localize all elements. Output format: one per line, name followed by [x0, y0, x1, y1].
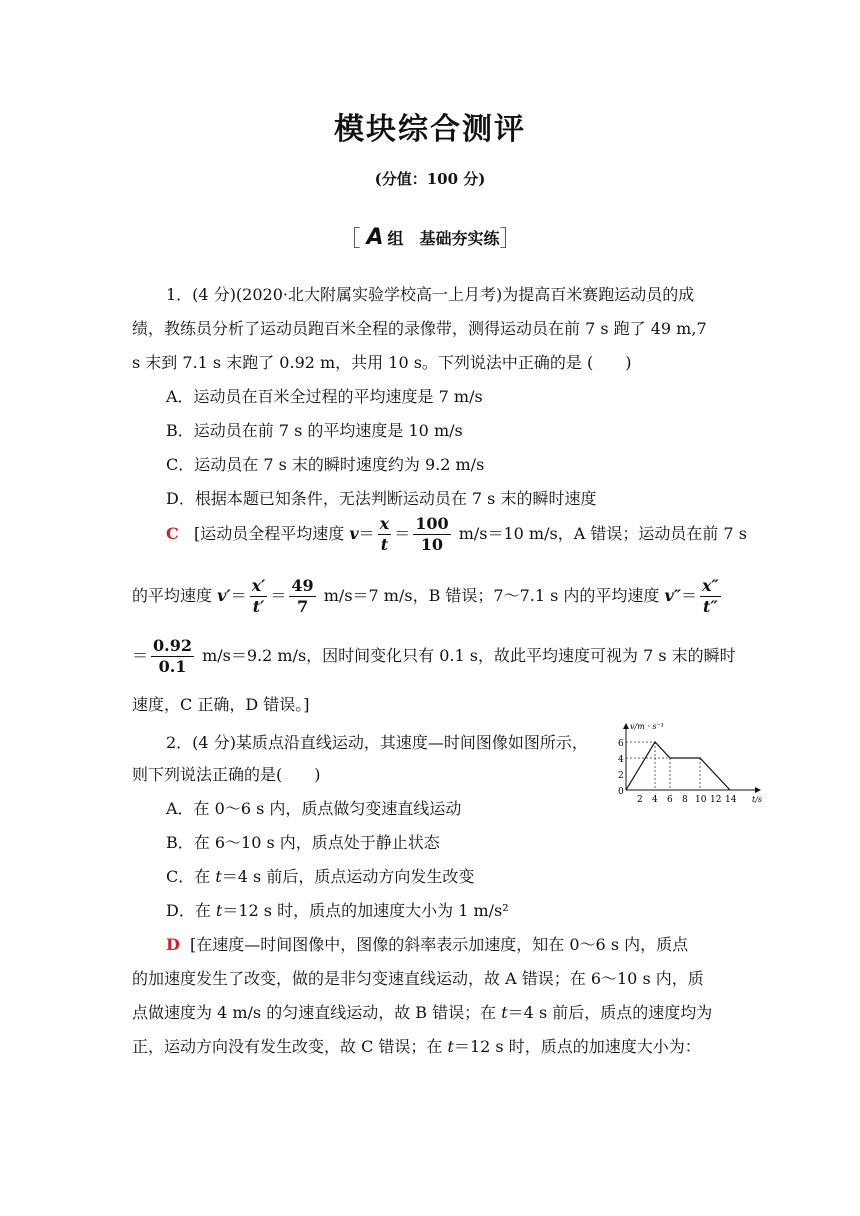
option-text: C．在: [166, 867, 216, 886]
q1-stem-line-2: 绩，教练员分析了运动员跑百米全程的录像带，测得运动员在前 7 s 跑了 49 m,7: [132, 319, 707, 338]
exp-text: 正，运动方向没有发生改变，故 C 错误；在: [132, 1037, 448, 1056]
section-heading: [0, 222, 860, 253]
q1-stem-line-3: s 末到 7.1 s 末跑了 0.92 m，共用 10 s。下列说法中正确的是 ( ): [132, 353, 632, 372]
q2-stem-line-2: 则下列说法正确的是( ): [132, 765, 321, 784]
velocity-symbol: v′: [217, 586, 231, 605]
q1-explanation-line-4: 速度，C 正确，D 错误。]: [132, 695, 310, 714]
option-text: D．在: [166, 901, 216, 920]
exp-text: ＝12 s 时，质点的加速度大小为：: [453, 1037, 701, 1056]
x-tick-label: 12: [710, 795, 722, 805]
origin-label: 0: [618, 787, 624, 797]
y-tick-label: 6: [618, 739, 624, 749]
exp-text: m/s＝10 m/s，A 错误；运动员在前 7 s: [453, 524, 747, 543]
q2-option-c: [166, 864, 474, 887]
fraction-num: 100: [415, 514, 449, 533]
velocity-symbol: v″: [664, 586, 681, 605]
page-title: 模块综合测评: [334, 112, 526, 147]
fraction: [700, 576, 721, 617]
x-tick-label: 14: [725, 795, 737, 805]
q2-stem-line-1: 2．(4 分)某质点沿直线运动，其速度—时间图像如图所示，: [166, 733, 588, 752]
fraction: [250, 576, 268, 617]
q2-explanation-line-3: [132, 1000, 712, 1023]
fraction-den: t′: [252, 597, 265, 616]
x-tick-label: 2: [637, 795, 643, 805]
fraction: [151, 636, 194, 677]
fraction-num: x: [379, 514, 390, 533]
section-label: 组 基础夯实练: [387, 229, 500, 248]
velocity-time-graph: [610, 720, 770, 810]
exp-text: m/s＝7 m/s，B 错误；7～7.1 s 内的平均速度: [318, 586, 665, 605]
q1-option-b: B．运动员在前 7 s 的平均速度是 10 m/s: [166, 421, 463, 440]
q2-answer: D: [166, 935, 180, 954]
fraction-den: t: [380, 535, 389, 554]
fraction: [378, 514, 392, 555]
equals-sign: ＝: [132, 646, 149, 665]
x-axis-label: t/s: [752, 795, 763, 804]
fraction-num: 49: [291, 576, 314, 595]
x-tick-label: 8: [682, 795, 688, 805]
q2-option-b: B．在 6～10 s 内，质点处于静止状态: [166, 833, 440, 852]
q1-answer: C: [166, 524, 179, 543]
q2-explanation-line-1: [166, 932, 688, 955]
equals-sign: ＝: [680, 586, 697, 605]
bracket-open: ［: [338, 227, 361, 252]
q2-option-d: [166, 898, 509, 921]
time-variable: t: [447, 1037, 454, 1056]
fraction-den: 10: [420, 535, 444, 554]
fraction-num: x″: [701, 576, 719, 595]
q2-option-a: A．在 0～6 s 内，质点做匀变速直线运动: [166, 799, 462, 818]
q1-option-c: C．运动员在 7 s 末的瞬时速度约为 9.2 m/s: [166, 455, 485, 474]
group-letter: A: [366, 225, 384, 250]
equals-sign: ＝: [270, 586, 287, 605]
q1-option-d: D．根据本题已知条件，无法判断运动员在 7 s 末的瞬时速度: [166, 489, 597, 508]
fraction: [413, 514, 450, 555]
exp-text: [运动员全程平均速度: [194, 524, 350, 543]
equals-sign: ＝: [358, 524, 375, 543]
velocity-curve: [626, 742, 730, 790]
y-axis-label: v/m · s⁻¹: [630, 722, 664, 731]
q2-explanation-line-4: [132, 1034, 701, 1057]
exp-text: m/s＝9.2 m/s，因时间变化只有 0.1 s，故此平均速度可视为 7 s 末的瞬时: [196, 646, 736, 665]
exp-text: 点做速度为 4 m/s 的匀速直线运动，故 B 错误；在: [132, 1003, 502, 1022]
exp-text: [在速度—时间图像中，图像的斜率表示加速度，知在 0～6 s 内，质点: [190, 935, 689, 954]
fraction-num: 0.92: [153, 636, 192, 655]
score-subtitle: (分值：100 分): [374, 170, 486, 188]
fraction-num: x′: [251, 576, 266, 595]
fraction: [289, 576, 315, 617]
x-tick-label: 6: [667, 795, 673, 805]
time-variable: t: [215, 867, 222, 886]
x-tick-label: 10: [695, 795, 707, 805]
q2-explanation-line-2: 的加速度发生了改变，做的是非匀变速直线运动，故 A 错误；在 6～10 s 内，质: [132, 969, 704, 988]
q1-option-a: A．运动员在百米全过程的平均速度是 7 m/s: [166, 387, 483, 406]
x-tick-label: 4: [652, 795, 658, 805]
option-text: ＝4 s 前后，质点运动方向发生改变: [221, 867, 475, 886]
equals-sign: ＝: [230, 586, 247, 605]
q1-stem-line-1: 1．(4 分)(2020·北大附属实验学校高一上月考)为提高百米赛跑运动员的成: [166, 285, 695, 304]
equals-sign: ＝: [394, 524, 411, 543]
velocity-symbol: v: [349, 524, 359, 543]
fraction-den: 0.1: [158, 657, 187, 676]
fraction-den: 7: [296, 597, 309, 616]
exp-text: ＝4 s 前后，质点的速度均为: [507, 1003, 713, 1022]
time-variable: t: [215, 901, 223, 920]
q1-explanation-line-3: [132, 636, 736, 677]
fraction-den: t″: [703, 597, 718, 616]
option-text: ＝12 s 时，质点的加速度大小为 1 m/s²: [222, 901, 509, 920]
time-variable: t: [501, 1003, 508, 1022]
q1-explanation-line-1: [166, 514, 747, 555]
bracket-close: ］: [499, 227, 522, 252]
y-tick-label: 4: [618, 755, 624, 765]
exp-text: 的平均速度: [132, 586, 218, 605]
q1-explanation-line-2: [132, 576, 724, 617]
y-tick-label: 2: [618, 771, 624, 781]
